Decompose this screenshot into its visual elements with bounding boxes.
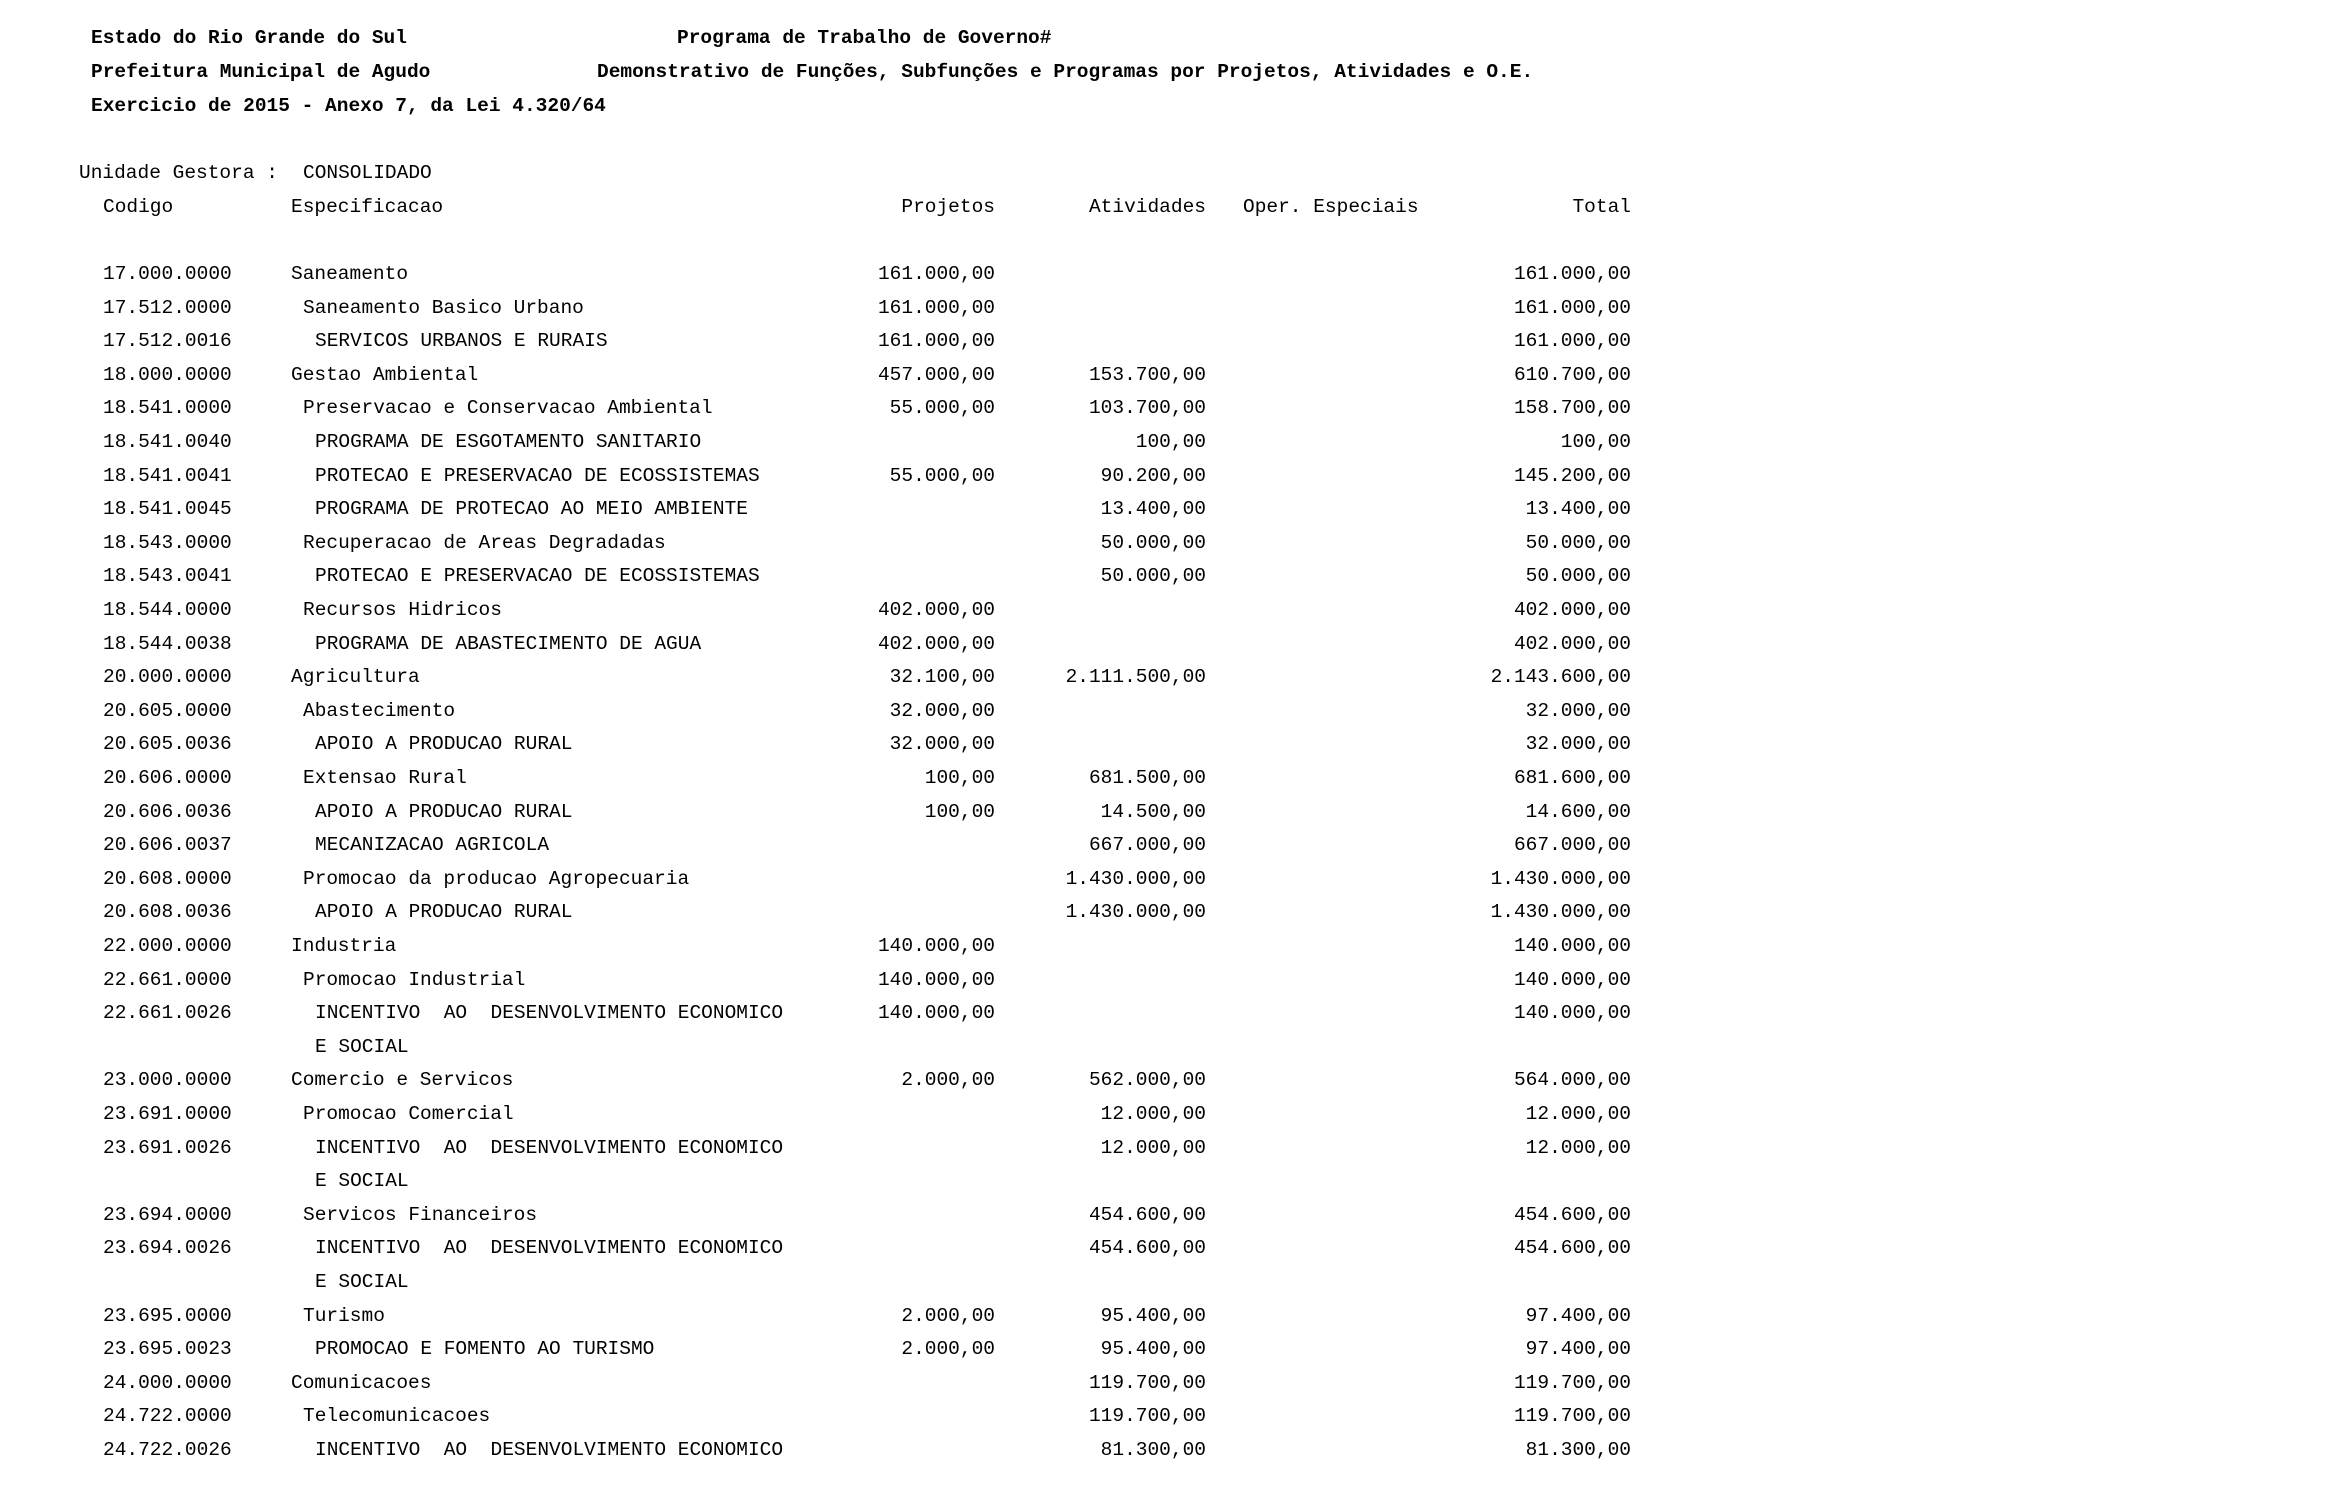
cell-spec: Telecomunicacoes: [303, 1405, 491, 1428]
table-row: [0, 329, 2339, 363]
cell-total: 610.700,00: [1513, 363, 1631, 386]
cell-code: 20.605.0000: [103, 699, 232, 722]
cell-spec: Servicos Financeiros: [303, 1203, 538, 1226]
table-row: [0, 497, 2339, 531]
table-row: [0, 632, 2339, 666]
table-row: [0, 430, 2339, 464]
table-row: [0, 699, 2339, 733]
cell-activities: 90.200,00: [1100, 464, 1206, 487]
cell-code: 18.543.0041: [103, 565, 232, 588]
cell-total: 140.000,00: [1513, 935, 1631, 957]
cell-activities: 562.000,00: [1088, 1069, 1206, 1092]
cell-activities: 1.430.000,00: [1065, 901, 1206, 924]
cell-projects: 457.000,00: [877, 363, 995, 386]
cell-spec: Saneamento Basico Urbano: [303, 296, 584, 319]
table-row: [0, 900, 2339, 934]
cell-code: 18.541.0000: [103, 397, 232, 420]
cell-total: 1.430.000,00: [1490, 867, 1631, 890]
cell-total: 12.000,00: [1525, 1136, 1631, 1159]
table-row: [0, 598, 2339, 632]
cell-code: 24.722.0026: [103, 1439, 232, 1461]
cell-total: 50.000,00: [1525, 565, 1631, 588]
table-row: [0, 1068, 2339, 1102]
cell-code: 18.544.0038: [103, 632, 232, 655]
cell-total: 564.000,00: [1513, 1069, 1631, 1092]
cell-total: 12.000,00: [1525, 1103, 1631, 1125]
cell-spec: Recuperacao de Areas Degradadas: [303, 531, 666, 554]
table-row: [0, 833, 2339, 867]
cell-code: 17.512.0000: [103, 296, 232, 319]
cell-code: 23.691.0026: [103, 1136, 232, 1159]
table-row: [0, 1169, 2339, 1203]
cell-total: 140.000,00: [1513, 968, 1631, 991]
cell-spec: Promocao Comercial: [303, 1103, 514, 1125]
table-row: [0, 1304, 2339, 1338]
cell-total: 119.700,00: [1513, 1371, 1631, 1394]
cell-total: 100,00: [1560, 431, 1631, 453]
cell-code: 20.605.0036: [103, 733, 232, 756]
cell-spec: PROMOCAO E FOMENTO AO TURISMO: [315, 1338, 655, 1361]
cell-code: 20.000.0000: [103, 666, 232, 689]
cell-total: 97.400,00: [1525, 1338, 1631, 1361]
cell-spec: INCENTIVO AO DESENVOLVIMENTO ECONOMICO: [315, 1439, 784, 1461]
cell-total: 667.000,00: [1513, 834, 1631, 857]
cell-spec: Comunicacoes: [291, 1371, 432, 1394]
cell-spec: APOIO A PRODUCAO RURAL: [315, 800, 573, 823]
cell-code: 23.000.0000: [103, 1069, 232, 1092]
cell-code: 23.695.0023: [103, 1338, 232, 1361]
cell-projects: 32.100,00: [889, 666, 995, 689]
cell-projects: 161.000,00: [877, 296, 995, 319]
table-row: [0, 1438, 2339, 1472]
cell-code: 18.543.0000: [103, 531, 232, 554]
header-exercise: Exercicio de 2015 - Anexo 7, da Lei 4.320/64: [91, 95, 606, 117]
cell-activities: 95.400,00: [1100, 1338, 1206, 1361]
cell-spec: INCENTIVO AO DESENVOLVIMENTO ECONOMICO: [315, 1002, 784, 1025]
cell-total: 161.000,00: [1513, 330, 1631, 353]
table-row: [0, 1136, 2339, 1170]
header-state: Estado do Rio Grande do Sul: [91, 27, 407, 49]
cell-activities: 13.400,00: [1100, 498, 1206, 521]
cell-total: 97.400,00: [1525, 1304, 1631, 1327]
cell-code: 22.661.0026: [103, 1002, 232, 1025]
cell-spec: INCENTIVO AO DESENVOLVIMENTO ECONOMICO: [315, 1237, 784, 1260]
cell-code: 22.661.0000: [103, 968, 232, 991]
cell-total: 2.143.600,00: [1490, 666, 1631, 689]
cell-projects: 55.000,00: [889, 464, 995, 487]
unit-value: CONSOLIDADO: [303, 162, 432, 184]
column-header-projects: Projetos: [901, 196, 995, 218]
table-row: [0, 1404, 2339, 1438]
table-row: [0, 1203, 2339, 1237]
cell-total: 454.600,00: [1513, 1237, 1631, 1260]
cell-total: 402.000,00: [1513, 599, 1631, 621]
cell-code: 18.541.0040: [103, 431, 232, 453]
cell-total: 161.000,00: [1513, 296, 1631, 319]
table-row: [0, 1035, 2339, 1069]
table-row: [0, 564, 2339, 598]
cell-activities: 14.500,00: [1100, 800, 1206, 823]
cell-activities: 50.000,00: [1100, 565, 1206, 588]
cell-spec: E SOCIAL: [315, 1170, 409, 1193]
cell-total: 681.600,00: [1513, 767, 1631, 789]
cell-projects: 2.000,00: [901, 1304, 995, 1327]
cell-projects: 140.000,00: [877, 1002, 995, 1025]
unit-label: Unidade Gestora :: [79, 162, 278, 184]
header-report-title: Demonstrativo de Funções, Subfunções e Programas por Projetos, Atividades e O.E.: [597, 61, 1534, 83]
cell-total: 145.200,00: [1513, 464, 1631, 487]
cell-total: 32.000,00: [1525, 699, 1631, 722]
cell-projects: 402.000,00: [877, 632, 995, 655]
cell-activities: 95.400,00: [1100, 1304, 1206, 1327]
cell-projects: 100,00: [924, 767, 995, 789]
cell-projects: 402.000,00: [877, 599, 995, 621]
cell-activities: 667.000,00: [1088, 834, 1206, 857]
table-row: [0, 531, 2339, 565]
column-header-code: Codigo: [103, 196, 174, 218]
cell-spec: Comercio e Servicos: [291, 1069, 514, 1092]
cell-total: 14.600,00: [1525, 800, 1631, 823]
cell-code: 18.541.0045: [103, 498, 232, 521]
cell-spec: PROGRAMA DE ESGOTAMENTO SANITARIO: [315, 431, 702, 453]
cell-spec: Saneamento: [291, 263, 409, 285]
table-row: [0, 396, 2339, 430]
cell-projects: 55.000,00: [889, 397, 995, 420]
cell-total: 81.300,00: [1525, 1439, 1631, 1461]
cell-activities: 2.111.500,00: [1065, 666, 1206, 689]
cell-total: 1.430.000,00: [1490, 901, 1631, 924]
cell-activities: 12.000,00: [1100, 1136, 1206, 1159]
cell-code: 20.608.0000: [103, 867, 232, 890]
cell-activities: 100,00: [1135, 431, 1206, 453]
cell-activities: 103.700,00: [1088, 397, 1206, 420]
cell-activities: 119.700,00: [1088, 1371, 1206, 1394]
cell-projects: 2.000,00: [901, 1069, 995, 1092]
cell-activities: 1.430.000,00: [1065, 867, 1206, 890]
cell-total: 119.700,00: [1513, 1405, 1631, 1428]
cell-total: 454.600,00: [1513, 1203, 1631, 1226]
cell-projects: 161.000,00: [877, 263, 995, 285]
cell-spec: Extensao Rural: [303, 767, 467, 789]
cell-code: 24.722.0000: [103, 1405, 232, 1428]
table-row: [0, 968, 2339, 1002]
cell-code: 20.606.0000: [103, 767, 232, 789]
cell-code: 20.606.0036: [103, 800, 232, 823]
table-row: [0, 1371, 2339, 1405]
cell-code: 23.691.0000: [103, 1103, 232, 1125]
cell-code: 18.541.0041: [103, 464, 232, 487]
cell-projects: 161.000,00: [877, 330, 995, 353]
table-row: [0, 262, 2339, 296]
cell-spec: APOIO A PRODUCAO RURAL: [315, 901, 573, 924]
cell-code: 23.694.0026: [103, 1237, 232, 1260]
cell-projects: 140.000,00: [877, 968, 995, 991]
table-row: [0, 766, 2339, 800]
column-header-spec: Especificacao: [291, 196, 444, 218]
cell-code: 22.000.0000: [103, 935, 232, 957]
cell-code: 23.695.0000: [103, 1304, 232, 1327]
cell-code: 18.544.0000: [103, 599, 232, 621]
cell-projects: 100,00: [924, 800, 995, 823]
cell-spec: PROTECAO E PRESERVACAO DE ECOSSISTEMAS: [315, 464, 760, 487]
cell-total: 140.000,00: [1513, 1002, 1631, 1025]
cell-projects: 140.000,00: [877, 935, 995, 957]
cell-spec: Preservacao e Conservacao Ambiental: [303, 397, 713, 420]
cell-activities: 12.000,00: [1100, 1103, 1206, 1125]
cell-spec: APOIO A PRODUCAO RURAL: [315, 733, 573, 756]
cell-activities: 50.000,00: [1100, 531, 1206, 554]
cell-activities: 454.600,00: [1088, 1203, 1206, 1226]
cell-spec: PROGRAMA DE PROTECAO AO MEIO AMBIENTE: [315, 498, 748, 521]
cell-activities: 153.700,00: [1088, 363, 1206, 386]
cell-total: 50.000,00: [1525, 531, 1631, 554]
column-header-total: Total: [1572, 196, 1631, 218]
cell-code: 17.000.0000: [103, 263, 232, 285]
cell-projects: 2.000,00: [901, 1338, 995, 1361]
column-header-special: Oper. Especiais: [1243, 196, 1419, 218]
cell-spec: Turismo: [303, 1304, 385, 1327]
cell-spec: Promocao Industrial: [303, 968, 526, 991]
table-row: [0, 867, 2339, 901]
cell-total: 402.000,00: [1513, 632, 1631, 655]
cell-code: 23.694.0000: [103, 1203, 232, 1226]
table-row: [0, 1001, 2339, 1035]
cell-code: 20.606.0037: [103, 834, 232, 857]
cell-total: 158.700,00: [1513, 397, 1631, 420]
cell-activities: 681.500,00: [1088, 767, 1206, 789]
table-row: [0, 1102, 2339, 1136]
cell-total: 13.400,00: [1525, 498, 1631, 521]
table-row: [0, 1337, 2339, 1371]
cell-spec: Abastecimento: [303, 699, 456, 722]
table-row: [0, 363, 2339, 397]
table-row: [0, 665, 2339, 699]
cell-spec: E SOCIAL: [315, 1271, 409, 1293]
cell-spec: Promocao da producao Agropecuaria: [303, 867, 690, 890]
cell-spec: Recursos Hidricos: [303, 599, 502, 621]
cell-spec: PROTECAO E PRESERVACAO DE ECOSSISTEMAS: [315, 565, 760, 588]
cell-spec: Industria: [291, 935, 397, 957]
cell-code: 20.608.0036: [103, 901, 232, 924]
cell-spec: Agricultura: [291, 666, 420, 689]
cell-code: 18.000.0000: [103, 363, 232, 386]
cell-activities: 119.700,00: [1088, 1405, 1206, 1428]
table-row: [0, 1236, 2339, 1270]
column-header-activities: Atividades: [1088, 196, 1206, 218]
cell-projects: 32.000,00: [889, 699, 995, 722]
table-row: [0, 732, 2339, 766]
table-row: [0, 464, 2339, 498]
cell-spec: Gestao Ambiental: [291, 363, 479, 386]
cell-spec: MECANIZACAO AGRICOLA: [315, 834, 550, 857]
cell-code: 17.512.0016: [103, 330, 232, 353]
cell-spec: SERVICOS URBANOS E RURAIS: [315, 330, 608, 353]
cell-total: 161.000,00: [1513, 263, 1631, 285]
cell-spec: INCENTIVO AO DESENVOLVIMENTO ECONOMICO: [315, 1136, 784, 1159]
header-municipality: Prefeitura Municipal de Agudo: [91, 61, 431, 83]
table-row: [0, 934, 2339, 968]
header-program-title: Programa de Trabalho de Governo#: [677, 27, 1052, 49]
table-row: [0, 800, 2339, 834]
cell-total: 32.000,00: [1525, 733, 1631, 756]
cell-spec: E SOCIAL: [315, 1035, 409, 1058]
cell-spec: PROGRAMA DE ABASTECIMENTO DE AGUA: [315, 632, 702, 655]
table-row: [0, 296, 2339, 330]
table-row: [0, 1270, 2339, 1304]
cell-projects: 32.000,00: [889, 733, 995, 756]
cell-activities: 454.600,00: [1088, 1237, 1206, 1260]
cell-code: 24.000.0000: [103, 1371, 232, 1394]
cell-activities: 81.300,00: [1100, 1439, 1206, 1461]
